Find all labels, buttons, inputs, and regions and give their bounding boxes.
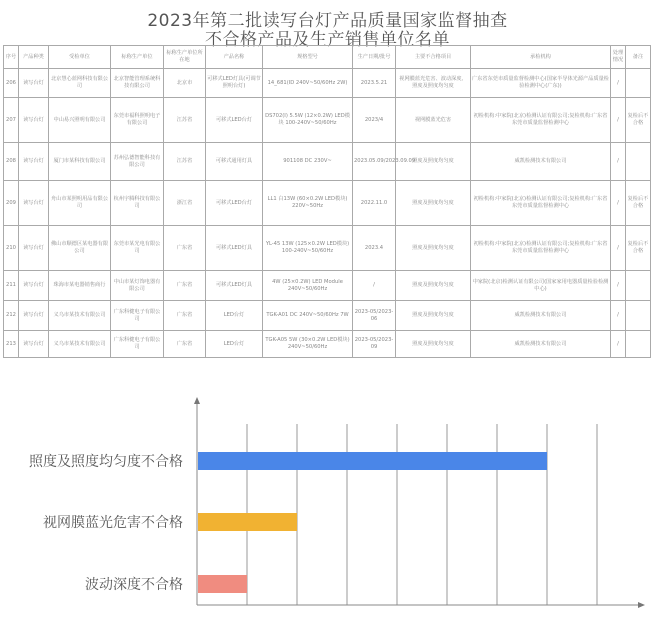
category-label: 波动深度不合格 — [85, 577, 183, 593]
bar-1 — [198, 513, 297, 531]
table-cell: 可移式LED灯具(可调节照明台灯) — [206, 69, 263, 98]
table-row — [4, 98, 651, 143]
table-cell: 广东省 — [164, 271, 206, 301]
table-cell: 2023/4 — [353, 98, 396, 143]
column-header: 处理情况 — [611, 46, 626, 69]
table-row — [4, 181, 651, 226]
table-cell — [626, 143, 651, 181]
table-cell: 901108 DC 230V~ — [263, 143, 353, 181]
table-cell: / — [611, 181, 626, 226]
column-header: 标称生产单位所在地 — [164, 46, 206, 69]
table-cell: 中家院(北京)检测认证有限公司(国家家用电器质量检验检测中心) — [471, 271, 611, 301]
table-cell: / — [611, 271, 626, 301]
table-cell: 浙江省 — [164, 181, 206, 226]
table-cell: 义乌市某技术有限公司 — [49, 331, 111, 358]
table-cell: 视网膜蓝光危害、波动深度、照度及照度均匀度 — [396, 69, 471, 98]
column-header: 产品名称 — [206, 46, 263, 69]
table-cell: / — [611, 69, 626, 98]
table-cell: 复检后不合格 — [626, 181, 651, 226]
table-row — [4, 301, 651, 331]
table-cell: / — [353, 271, 396, 301]
table-cell: 北京市 — [164, 69, 206, 98]
y-axis-arrow-icon — [194, 397, 200, 404]
table-cell — [626, 301, 651, 331]
table-cell: 2022.11.0 — [353, 181, 396, 226]
table-cell: / — [611, 301, 626, 331]
table-cell: 威凯检测技术有限公司 — [471, 143, 611, 181]
table-cell: 照度及照度均匀度 — [396, 226, 471, 271]
category-label: 照度及照度均匀度不合格 — [29, 454, 183, 470]
table-cell: LL1 白13W (60×0.2W LED模块) 220V~50Hz — [263, 181, 353, 226]
table-cell: 东莞市福科照明电子有限公司 — [111, 98, 164, 143]
column-header: 标称生产单位 — [111, 46, 164, 69]
table-cell: 210 — [4, 226, 19, 271]
table-cell: 读写台灯 — [19, 181, 49, 226]
table-cell: 广东科健电子有限公司 — [111, 301, 164, 331]
table-cell: 佛山市顺德区某电器有限公司 — [49, 226, 111, 271]
x-axis-arrow-icon — [638, 602, 645, 608]
table-cell: 义乌市某技术有限公司 — [49, 301, 111, 331]
table-cell: 江苏省 — [164, 98, 206, 143]
column-header: 承检机构 — [471, 46, 611, 69]
table-cell: 208 — [4, 143, 19, 181]
table-cell: 可移式LED灯具 — [206, 271, 263, 301]
table-cell: YL-45 13W (125×0.2W LED模块) 100-240V~50/60Hz — [263, 226, 353, 271]
table-cell: 江苏省 — [164, 143, 206, 181]
table-cell: 4W (25×0.2W) LED Module 240V~50/60Hz — [263, 271, 353, 301]
table-cell: 2023.05.09/2023.09.09 — [353, 143, 396, 181]
table-cell: / — [611, 98, 626, 143]
table-row — [4, 69, 651, 98]
table-cell: 206 — [4, 69, 19, 98]
table-cell: / — [611, 226, 626, 271]
table-row — [4, 331, 651, 358]
table-cell: 中山市某灯饰电器有限公司 — [111, 271, 164, 301]
table-cell: / — [611, 331, 626, 358]
table-cell — [626, 69, 651, 98]
table-cell: 复检后不合格 — [626, 98, 651, 143]
table-cell: 广东省 — [164, 301, 206, 331]
table-cell: 视网膜蓝光危害 — [396, 98, 471, 143]
table-cell: 读写台灯 — [19, 301, 49, 331]
table-cell: 211 — [4, 271, 19, 301]
table-cell: 207 — [4, 98, 19, 143]
table-cell: DS702(I) 5.5W (12×0.2W) LED模块 100-240V~50/60Hz — [263, 98, 353, 143]
table-cell — [626, 331, 651, 358]
table-cell: 可移式LED台灯 — [206, 98, 263, 143]
document-subtitle: 不合格产品及生产销售单位名单 — [205, 30, 450, 50]
table-header-row — [4, 46, 651, 69]
table-cell: LED台灯 — [206, 301, 263, 331]
table-cell: 舟山市某照明用品有限公司 — [49, 181, 111, 226]
table-row — [4, 143, 651, 181]
table-cell: 2023.4 — [353, 226, 396, 271]
table-cell: 可移式LED台灯 — [206, 181, 263, 226]
column-header: 生产日期/批号 — [353, 46, 396, 69]
table-cell — [626, 271, 651, 301]
table-cell: 可移式LED灯具 — [206, 226, 263, 271]
table-row — [4, 226, 651, 271]
bar-0 — [198, 452, 547, 470]
table-cell: 初检机构:中家院(北京)检测认证有限公司;复检机构:广东省东莞市质量监督检测中心 — [471, 98, 611, 143]
table-cell: 照度及照度均匀度 — [396, 301, 471, 331]
bar-2 — [198, 575, 247, 593]
table-cell: 威凯检测技术有限公司 — [471, 331, 611, 358]
table-cell: 14_681(ID 240V~50/60Hz 2W) — [263, 69, 353, 98]
table-cell: 2023.5.21 — [353, 69, 396, 98]
column-header: 产品种类 — [19, 46, 49, 69]
table-cell: 初检机构:中家院(北京)检测认证有限公司;复检机构:广东省东莞市质量监督检测中心 — [471, 181, 611, 226]
column-header: 序号 — [4, 46, 19, 69]
table-cell: 初检机构:中家院(北京)检测认证有限公司;复检机构:广东省东莞市质量监督检测中心 — [471, 226, 611, 271]
document-title: 2023年第二批读写台灯产品质量国家监督抽查 — [147, 11, 508, 31]
table-cell: 照度及照度均匀度 — [396, 271, 471, 301]
table-cell: 读写台灯 — [19, 271, 49, 301]
table-cell: 东莞市某光电有限公司 — [111, 226, 164, 271]
nonconforming-products-table — [3, 45, 651, 358]
table-cell: 读写台灯 — [19, 143, 49, 181]
table-cell: 复检后不合格 — [626, 226, 651, 271]
table-cell: 苏州弘德智能科技有限公司 — [111, 143, 164, 181]
column-header: 主要不合格项目 — [396, 46, 471, 69]
table-cell: 2023-05/2023-06 — [353, 301, 396, 331]
table-cell: 中山易兴照明有限公司 — [49, 98, 111, 143]
table-cell: LED台灯 — [206, 331, 263, 358]
table-cell: 读写台灯 — [19, 331, 49, 358]
table-cell: 杭州宇腾科技有限公司 — [111, 181, 164, 226]
table-cell: 读写台灯 — [19, 98, 49, 143]
table-cell: 212 — [4, 301, 19, 331]
table-cell: 209 — [4, 181, 19, 226]
column-header: 规格型号 — [263, 46, 353, 69]
table-cell: / — [611, 143, 626, 181]
category-label: 视网膜蓝光危害不合格 — [43, 515, 183, 531]
table-cell: 2023-05/2023-09 — [353, 331, 396, 358]
table-cell: 厦门市某科技有限公司 — [49, 143, 111, 181]
table-cell: 读写台灯 — [19, 69, 49, 98]
column-header: 备注 — [626, 46, 651, 69]
table-cell: 读写台灯 — [19, 226, 49, 271]
column-header: 受检单位 — [49, 46, 111, 69]
table-cell: 可移式通用灯具 — [206, 143, 263, 181]
table-cell: 照度及照度均匀度 — [396, 143, 471, 181]
failure-type-bar-chart — [0, 380, 655, 614]
table-cell: 广东科健电子有限公司 — [111, 331, 164, 358]
table-cell: 照度及照度均匀度 — [396, 181, 471, 226]
table-cell: 珠海市某电器销售商行 — [49, 271, 111, 301]
table-cell: 广东省 — [164, 331, 206, 358]
table-cell: 北京智能管理系统科技有限公司 — [111, 69, 164, 98]
table-cell: 照度及照度均匀度 — [396, 331, 471, 358]
table-cell: 北京慧心蓝网科技有限公司 — [49, 69, 111, 98]
table-cell: TGK-A05 5W (30×0.2W LED模块) 240V~50/60Hz — [263, 331, 353, 358]
table-cell: 213 — [4, 331, 19, 358]
table-cell: TGK-A01 DC 240V~50/60Hz 7W — [263, 301, 353, 331]
table-cell: 威凯检测技术有限公司 — [471, 301, 611, 331]
table-cell: 广东省东莞市质量监督检测中心(国家半导体光源产品质量检验检测中心(广东)) — [471, 69, 611, 98]
table-row — [4, 271, 651, 301]
table-cell: 广东省 — [164, 226, 206, 271]
